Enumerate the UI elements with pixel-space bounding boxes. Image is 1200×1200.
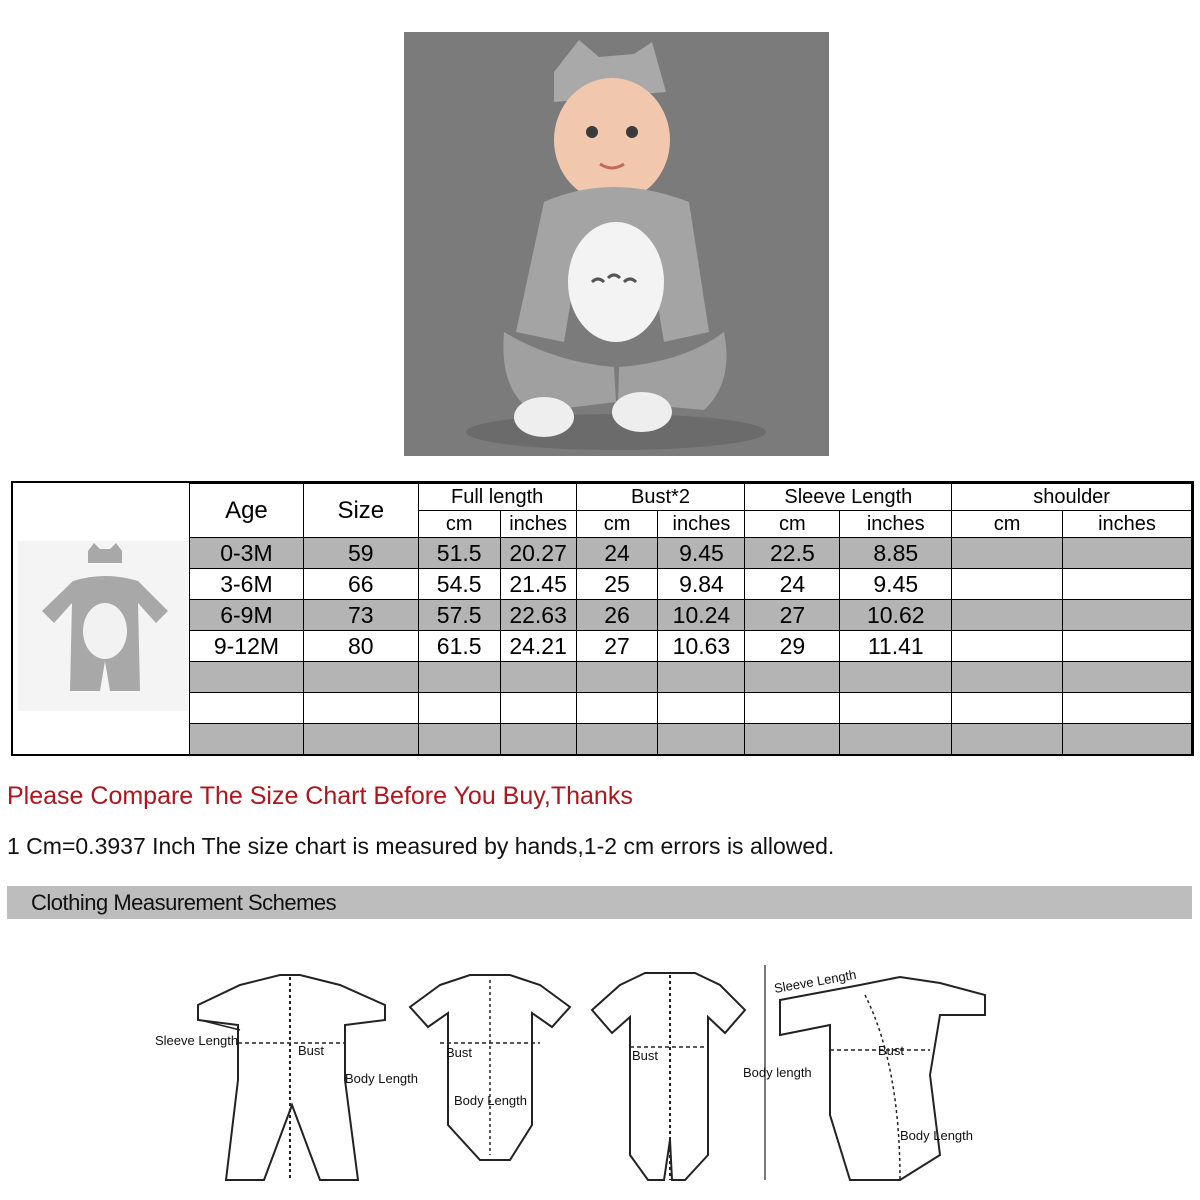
cell-sleeve-cm: 22.5 — [745, 538, 840, 569]
label-bust-1: Bust — [298, 1043, 325, 1058]
header-sleeve-length: Sleeve Length — [745, 484, 952, 511]
cell-sleeve-cm: 27 — [745, 600, 840, 631]
label-sleeve-length-1: Sleeve Length — [155, 1033, 239, 1048]
label-body-length-3: Body length — [743, 1065, 812, 1080]
cell-full-in: 21.45 — [500, 569, 576, 600]
empty-table-row — [190, 693, 1192, 724]
product-photo — [404, 32, 829, 456]
label-body-length-2: Body Length — [454, 1093, 528, 1108]
table-row — [190, 538, 1192, 569]
label-bust-3: Bust — [632, 1048, 659, 1063]
cell-sleeve-cm: 29 — [745, 631, 840, 662]
header-sleeve-inches: inches — [840, 511, 952, 538]
cell-age: 3-6M — [190, 569, 304, 600]
header-shoulder-cm: cm — [952, 511, 1063, 538]
cell-size: 80 — [303, 631, 418, 662]
cell-bust-in: 10.63 — [658, 631, 745, 662]
short-romper-outline — [592, 973, 745, 1180]
cell-sleeve-in: 11.41 — [840, 631, 952, 662]
cell-sleeve-cm: 24 — [745, 569, 840, 600]
baby-in-romper-illustration — [404, 32, 829, 456]
cell-full-cm: 61.5 — [418, 631, 500, 662]
label-bust-4: Bust — [878, 1043, 905, 1058]
header-shoulder-inches: inches — [1063, 511, 1192, 538]
cell-full-in: 24.21 — [500, 631, 576, 662]
cell-bust-cm: 27 — [576, 631, 658, 662]
cell-shoulder-in — [1063, 569, 1192, 600]
table-row — [190, 631, 1192, 662]
cell-shoulder-cm — [952, 631, 1063, 662]
romper-thumbnail — [18, 541, 188, 711]
cell-shoulder-in — [1063, 600, 1192, 631]
measurement-diagrams — [140, 955, 1140, 1185]
table-row — [190, 600, 1192, 631]
cell-full-cm: 51.5 — [418, 538, 500, 569]
cell-shoulder-cm — [952, 600, 1063, 631]
cell-full-in: 22.63 — [500, 600, 576, 631]
cell-full-in: 20.27 — [500, 538, 576, 569]
label-body-length-1: Body Length — [345, 1071, 419, 1086]
header-full-inches: inches — [500, 511, 576, 538]
header-full-length: Full length — [418, 484, 576, 511]
size-chart — [11, 481, 1194, 756]
header-sleeve-cm: cm — [745, 511, 840, 538]
measurement-note: 1 Cm=0.3937 Inch The size chart is measured by hands,1-2 cm errors is allowed. — [7, 833, 835, 859]
cell-full-cm: 57.5 — [418, 600, 500, 631]
cell-full-cm: 54.5 — [418, 569, 500, 600]
header-size: Size — [303, 484, 418, 538]
cell-sleeve-in: 8.85 — [840, 538, 952, 569]
cell-sleeve-in: 9.45 — [840, 569, 952, 600]
cell-shoulder-cm — [952, 569, 1063, 600]
empty-table-row — [190, 662, 1192, 693]
cell-sleeve-in: 10.62 — [840, 600, 952, 631]
cell-shoulder-cm — [952, 538, 1063, 569]
cell-age: 9-12M — [190, 631, 304, 662]
cell-size: 59 — [303, 538, 418, 569]
cell-shoulder-in — [1063, 538, 1192, 569]
header-full-cm: cm — [418, 511, 500, 538]
label-sleeve-length-4: Sleeve Length — [772, 966, 858, 996]
cell-size: 73 — [303, 600, 418, 631]
header-bust-cm: cm — [576, 511, 658, 538]
size-table — [189, 483, 1192, 755]
table-row — [190, 569, 1192, 600]
compare-notice: Please Compare The Size Chart Before You Buy,Thanks — [7, 782, 633, 810]
header-bust-inches: inches — [658, 511, 745, 538]
cell-bust-in: 10.24 — [658, 600, 745, 631]
label-bust-2: Bust — [446, 1045, 473, 1060]
garment-schematics — [140, 955, 1140, 1185]
header-shoulder: shoulder — [952, 484, 1192, 511]
header-age: Age — [190, 484, 304, 538]
empty-table-row — [190, 724, 1192, 755]
header-bust: Bust*2 — [576, 484, 745, 511]
cell-age: 0-3M — [190, 538, 304, 569]
cell-shoulder-in — [1063, 631, 1192, 662]
scheme-section-header — [7, 886, 1192, 919]
cell-size: 66 — [303, 569, 418, 600]
cell-age: 6-9M — [190, 600, 304, 631]
cell-bust-in: 9.45 — [658, 538, 745, 569]
scheme-title: Clothing Measurement Schemes — [31, 890, 337, 915]
label-body-length-4: Body Length — [900, 1128, 974, 1143]
cell-bust-in: 9.84 — [658, 569, 745, 600]
cell-bust-cm: 26 — [576, 600, 658, 631]
cell-bust-cm: 24 — [576, 538, 658, 569]
cell-bust-cm: 25 — [576, 569, 658, 600]
